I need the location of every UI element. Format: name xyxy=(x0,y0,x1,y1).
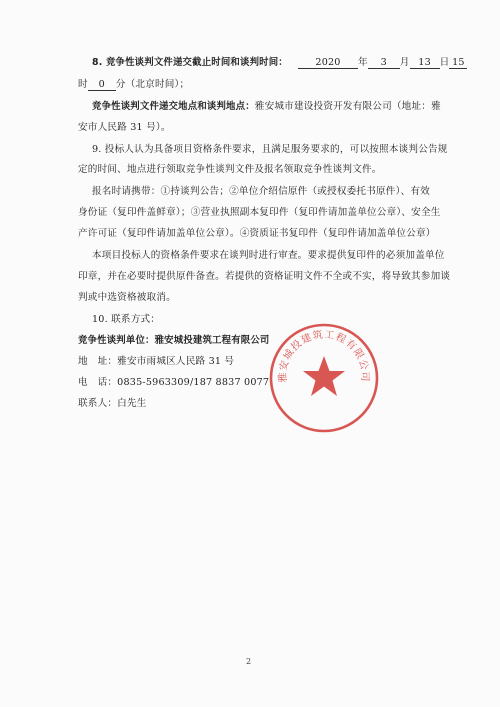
place-label: 竞争性谈判文件递交地点和谈判地点： xyxy=(92,101,255,112)
day-unit: 日 xyxy=(439,57,450,68)
deadline-year: 2020 xyxy=(298,57,358,69)
section9-p3-line3: 判或中选资格被取消。 xyxy=(78,292,176,303)
seal-star-icon xyxy=(303,356,345,396)
month-unit: 月 xyxy=(399,57,410,68)
deadline-day: 13 xyxy=(410,57,440,69)
page-number: 2 xyxy=(246,657,252,666)
section9-p3-line1: 本项目投标人的资格条件要求在谈判时进行审查。要求提供复印件的必须加盖单位 xyxy=(92,250,445,261)
place-text-2: 安市人民路 31 号）。 xyxy=(78,122,171,133)
place-text-1: 雅安城市建设投资开发有限公司（地址：雅 xyxy=(254,101,441,112)
section9-p2-line2: 身份证（复印件盖鲜章）；③营业执照副本复印件（复印件请加盖单位公章）、安全生 xyxy=(78,207,441,218)
place-line xyxy=(92,101,441,113)
contact-person: 联系人：白先生 xyxy=(78,398,147,409)
minute-unit: 分（北京时间）； xyxy=(115,79,190,90)
deadline-date xyxy=(298,57,467,69)
contact-unit: 竞争性谈判单位：雅安城投建筑工程有限公司 xyxy=(78,335,270,346)
year-unit: 年 xyxy=(358,57,368,68)
section9-p1-line1: 9. 投标人认为具备项目资格条件要求，且满足服务要求的，可以按照本谈判公告规 xyxy=(92,144,448,155)
deadline-hour: 15 xyxy=(449,57,467,69)
section9-p2-line1: 报名时请携带：①持谈判公告；②单位介绍信原件（或授权委托书原件）、有效 xyxy=(92,186,430,197)
deadline-minute: 0 xyxy=(88,79,116,91)
company-seal xyxy=(268,322,380,434)
deadline-month: 3 xyxy=(368,57,400,69)
deadline-time xyxy=(78,79,189,91)
contact-address: 地 址：雅安市雨城区人民路 31 号 xyxy=(78,356,235,367)
hour-unit: 时 xyxy=(78,79,88,90)
section10-title: 10. 联系方式： xyxy=(92,314,161,325)
section9-p1-line2: 定的时间、地点进行领取竞争性谈判文件及报名领取竞争性谈判文件。 xyxy=(78,164,382,175)
seal-text: 雅安城投建筑工程有限公司 xyxy=(277,329,371,383)
section8-label: 8. 竞争性谈判文件递交截止时间和谈判时间： xyxy=(92,57,288,68)
contact-phone: 电 话：0835-5963309/187 8837 0077 xyxy=(78,377,270,388)
section9-p2-line3: 产许可证（复印件请加盖单位公章）。④资质证书复印件（复印件请加盖单位公章） xyxy=(78,228,436,239)
section9-p3-line2: 印章，并在必要时提供原件备查。若提供的资格证明文件不全或不实，将导致其参加谈 xyxy=(78,271,451,282)
